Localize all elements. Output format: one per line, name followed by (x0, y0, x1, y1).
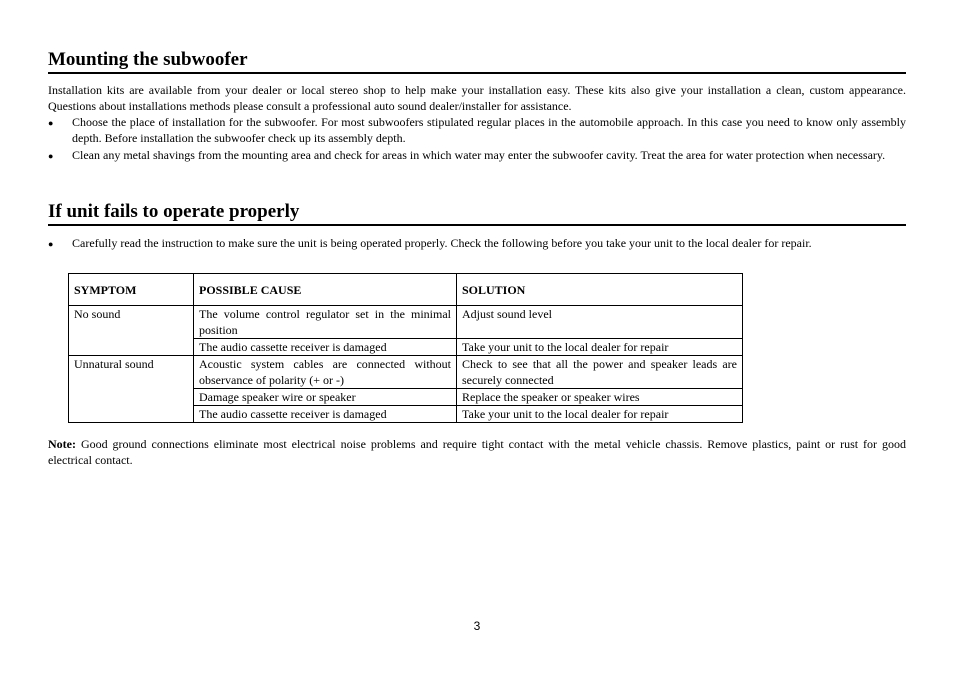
cause-cell: The audio cassette receiver is damaged (194, 406, 457, 423)
column-header-cause: POSSIBLE CAUSE (194, 274, 457, 306)
table-row (69, 306, 743, 339)
bullet-icon: ● (48, 118, 54, 128)
table-header-row (69, 274, 743, 306)
symptom-cell: No sound (69, 306, 194, 356)
column-header-solution: SOLUTION (457, 274, 743, 306)
note-paragraph (48, 436, 906, 468)
cause-cell: The audio cassette receiver is damaged (194, 339, 457, 356)
troubleshooting-table (68, 273, 743, 423)
mounting-intro: Installation kits are available from your dealer or local stereo shop to help make your installation easy. These kits also give your installation a clean, custom appearance. Questions about installations methods please consult a professional auto sound dealer/installer for assistance. (48, 83, 906, 113)
cause-cell: Acoustic system cables are connected without observance of polarity (+ or -) (194, 356, 457, 389)
cause-cell: Damage speaker wire or speaker (194, 389, 457, 406)
cause-cell: The volume control regulator set in the minimal position (194, 306, 457, 339)
column-header-symptom: SYMPTOM (69, 274, 194, 306)
list-item-text: Carefully read the instruction to make sure the unit is being operated properly. Check the following before you take your unit to the local dealer for repair. (72, 236, 812, 250)
page-number: 3 (473, 619, 481, 633)
solution-cell: Adjust sound level (457, 306, 743, 339)
list-item-text: Clean any metal shavings from the mounting area and check for areas in which water may enter the subwoofer cavity. Treat the area for water protection when necessary. (72, 148, 886, 162)
note-label: Note: (48, 437, 76, 451)
list-item (48, 114, 906, 146)
symptom-cell: Unnatural sound (69, 356, 194, 423)
bullet-icon: ● (48, 239, 54, 249)
table-row (69, 356, 743, 389)
solution-cell: Replace the speaker or speaker wires (457, 389, 743, 406)
solution-cell: Check to see that all the power and speaker leads are securely connected (457, 356, 743, 389)
bullet-icon: ● (48, 151, 54, 161)
solution-cell: Take your unit to the local dealer for repair (457, 406, 743, 423)
list-item (48, 147, 906, 163)
section-title-troubleshooting: If unit fails to operate properly (48, 201, 906, 226)
list-item (48, 235, 906, 251)
note-text: Good ground connections eliminate most electrical noise problems and require tight contact with the metal vehicle chassis. Remove plastics, paint or rust for good electrical contact. (48, 437, 906, 467)
list-item-text: Choose the place of installation for the subwoofer. For most subwoofers stipulated regular places in the automobile approach. In this case you need to know only assembly depth. Before installation the subwoofer check up its assembly depth. (72, 115, 906, 145)
solution-cell: Take your unit to the local dealer for repair (457, 339, 743, 356)
section-title-mounting: Mounting the subwoofer (48, 49, 906, 74)
